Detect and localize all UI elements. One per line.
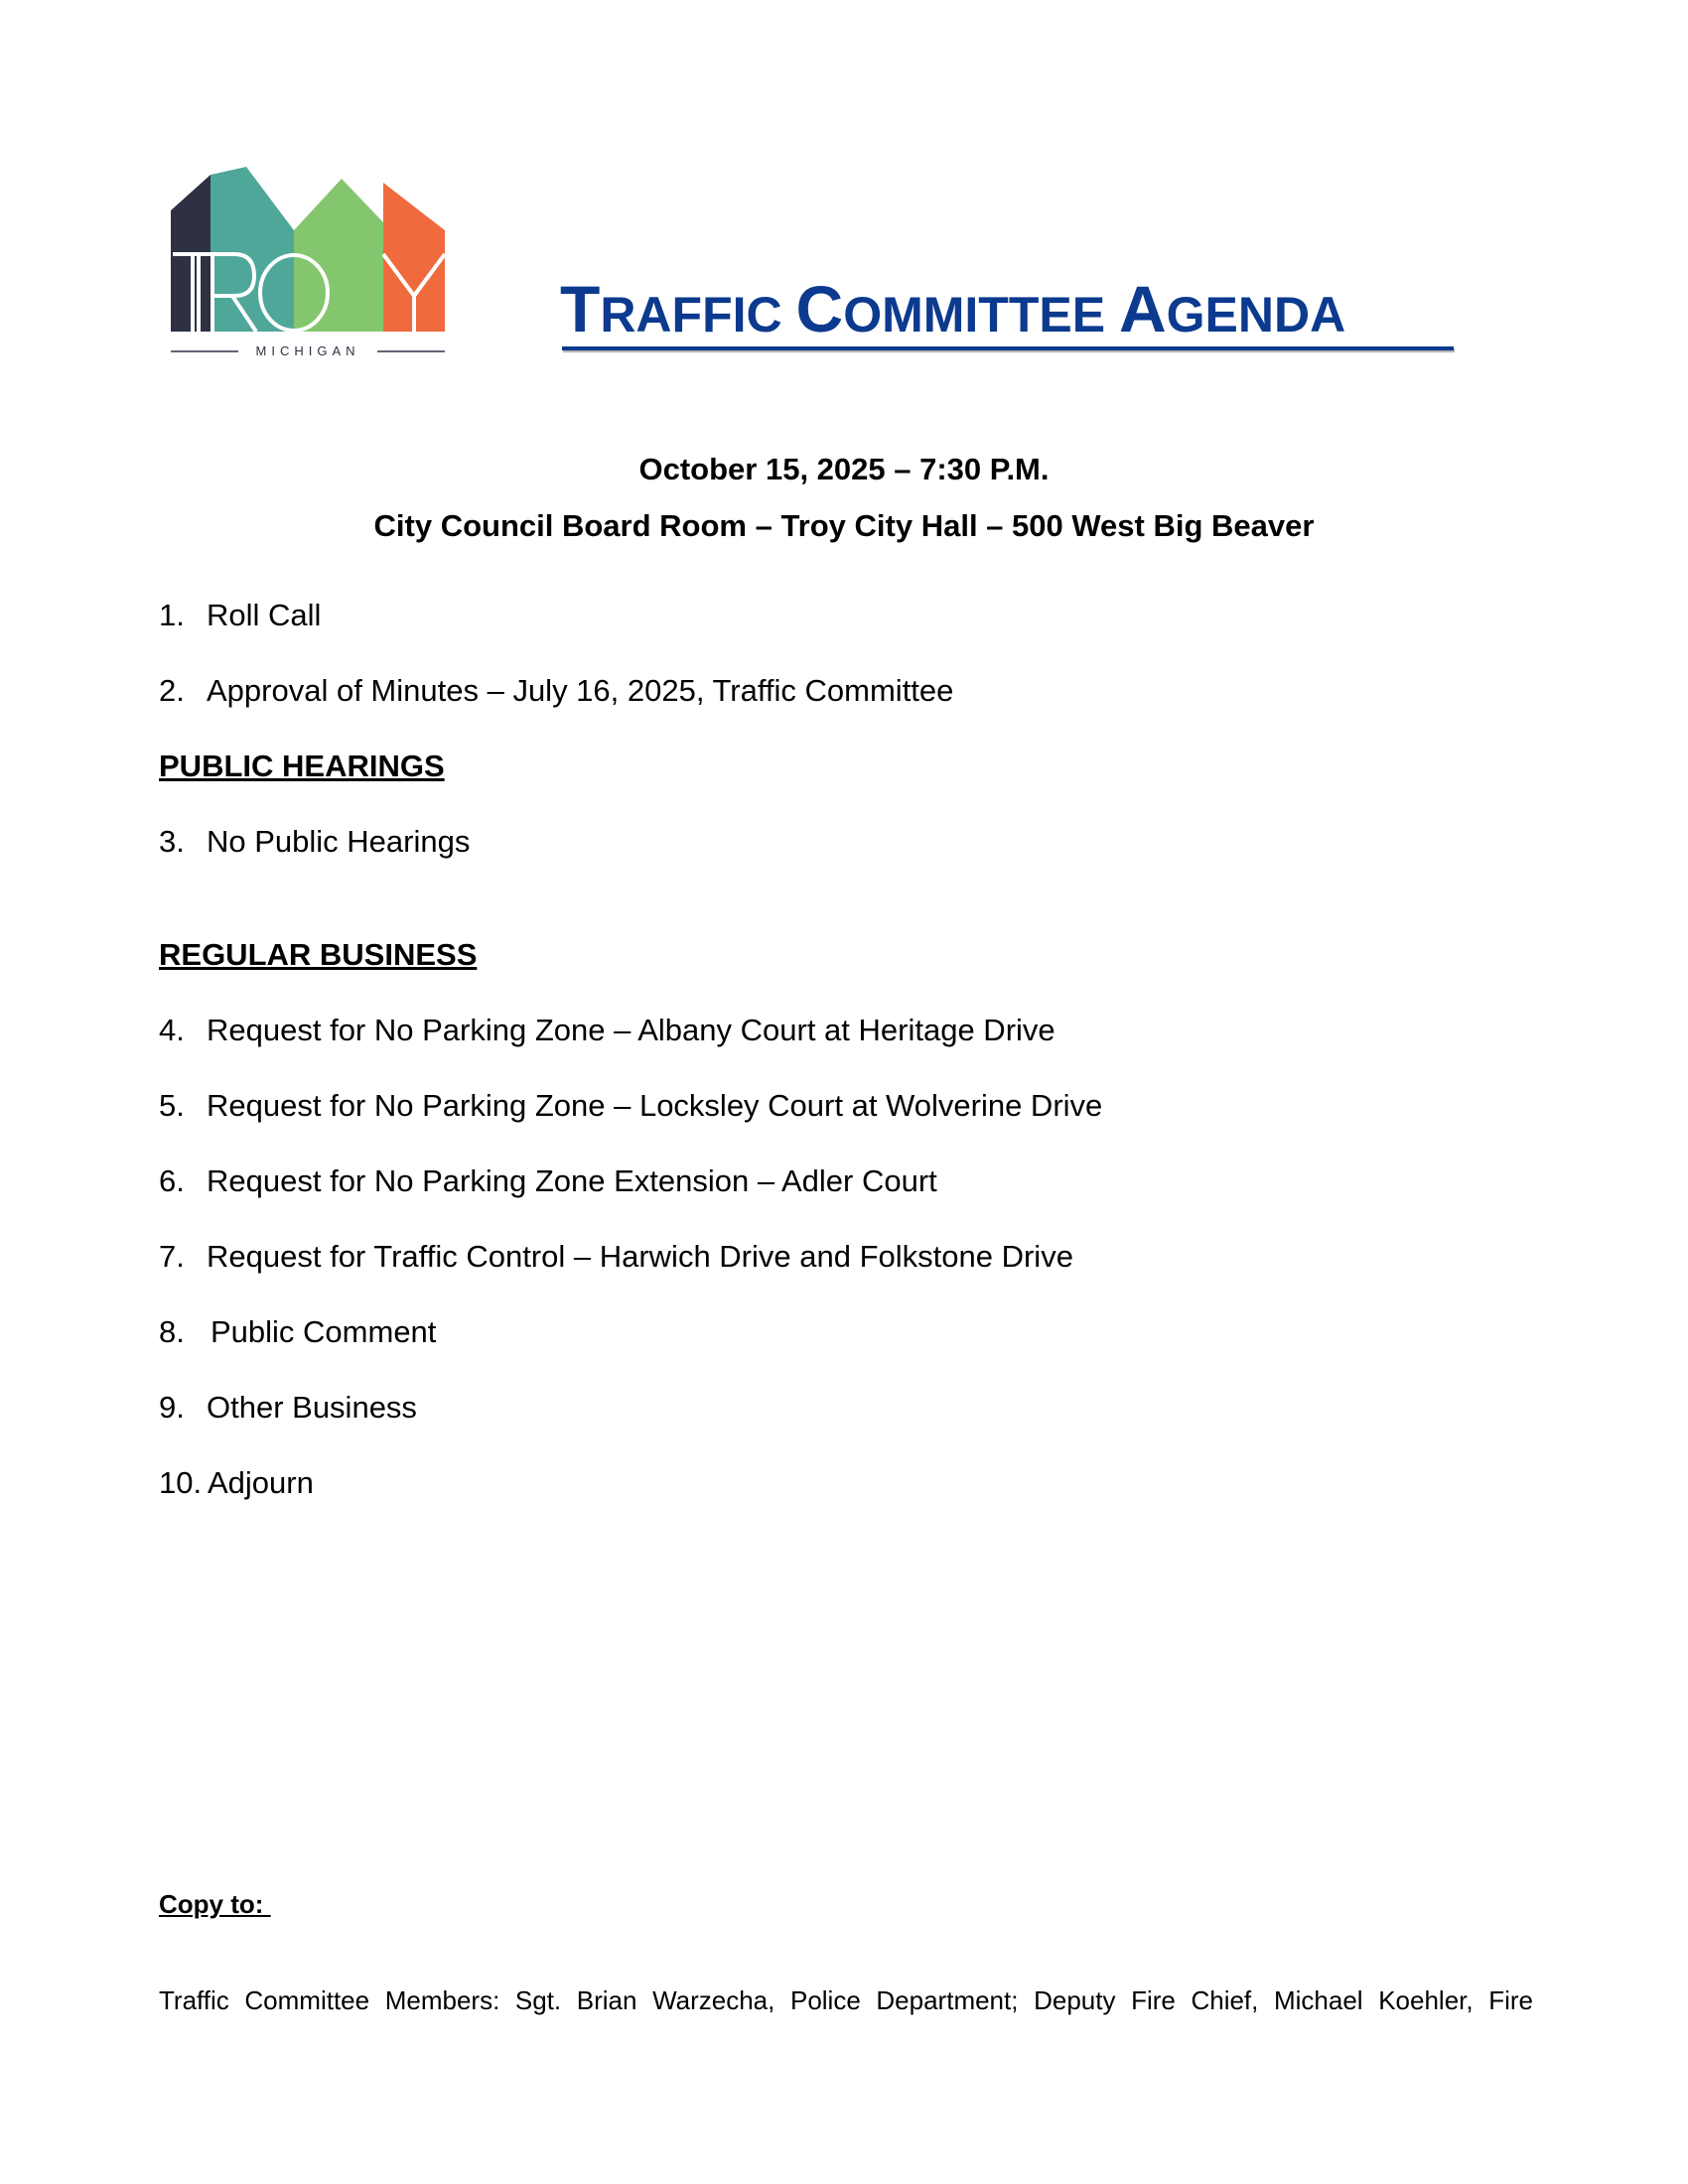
agenda-item-number: 6. (159, 1163, 185, 1198)
title-word-agenda: AGENDA (1118, 272, 1346, 345)
agenda-item-number: 3. (159, 824, 185, 859)
committee-members-text: Traffic Committee Members: Sgt. Brian Warzecha, Police Department; Deputy Fire Chief, Michael Koehler, Fire (159, 1985, 1533, 2015)
agenda-item-text: Request for Traffic Control – Harwich Drive and Folkstone Drive (207, 1239, 1073, 1274)
agenda-item-7 (159, 1241, 1073, 1272)
section-heading-regular-business: REGULAR BUSINESS (159, 937, 478, 972)
section-heading-public-hearings: PUBLIC HEARINGS (159, 749, 445, 783)
agenda-item-text: Public Comment (211, 1314, 437, 1349)
agenda-item-9 (159, 1392, 417, 1423)
agenda-item-text: Approval of Minutes – July 16, 2025, Traffic Committee (207, 673, 954, 708)
logo-house-green (294, 179, 383, 332)
agenda-item-number: 10. (159, 1465, 203, 1500)
meeting-location: City Council Board Room – Troy City Hall – 500 West Big Beaver (373, 508, 1315, 543)
agenda-item-6 (159, 1165, 937, 1196)
troy-logo-graphic (171, 167, 445, 357)
page-title (560, 272, 1454, 345)
agenda-item-text: Adjourn (208, 1465, 314, 1500)
agenda-item-10 (159, 1467, 314, 1498)
agenda-item-number: 5. (159, 1088, 185, 1123)
agenda-item-2 (159, 675, 953, 706)
title-underline (562, 346, 1454, 350)
agenda-item-number: 7. (159, 1239, 185, 1274)
agenda-item-number: 1. (159, 598, 185, 632)
agenda-item-number: 2. (159, 673, 185, 708)
agenda-item-text: Request for No Parking Zone Extension – Adler Court (207, 1163, 937, 1198)
agenda-item-text: Request for No Parking Zone – Locksley Court at Wolverine Drive (207, 1088, 1103, 1123)
agenda-item-text: No Public Hearings (207, 824, 471, 859)
agenda-item-3 (159, 826, 470, 857)
agenda-item-4 (159, 1015, 1055, 1045)
agenda-item-8 (159, 1316, 436, 1347)
agenda-item-number: 9. (159, 1390, 185, 1425)
agenda-item-text: Roll Call (207, 598, 322, 632)
agenda-item-text: Other Business (207, 1390, 417, 1425)
agenda-item-text: Request for No Parking Zone – Albany Court at Heritage Drive (207, 1013, 1055, 1047)
agenda-item-5 (159, 1090, 1102, 1121)
meeting-datetime: October 15, 2025 – 7:30 P.M. (638, 452, 1050, 486)
troy-logo (171, 167, 445, 357)
logo-house-teal (211, 167, 294, 332)
logo-subtitle: MICHIGAN (255, 343, 360, 357)
agenda-item-number: 8. (159, 1314, 185, 1349)
agenda-item-number: 4. (159, 1013, 185, 1047)
copy-to-label: Copy to: (159, 1889, 271, 1919)
title-word-committee: COMMITTEE (795, 272, 1119, 345)
title-word-traffic: TRAFFIC (560, 272, 796, 345)
agenda-item-1 (159, 600, 321, 630)
